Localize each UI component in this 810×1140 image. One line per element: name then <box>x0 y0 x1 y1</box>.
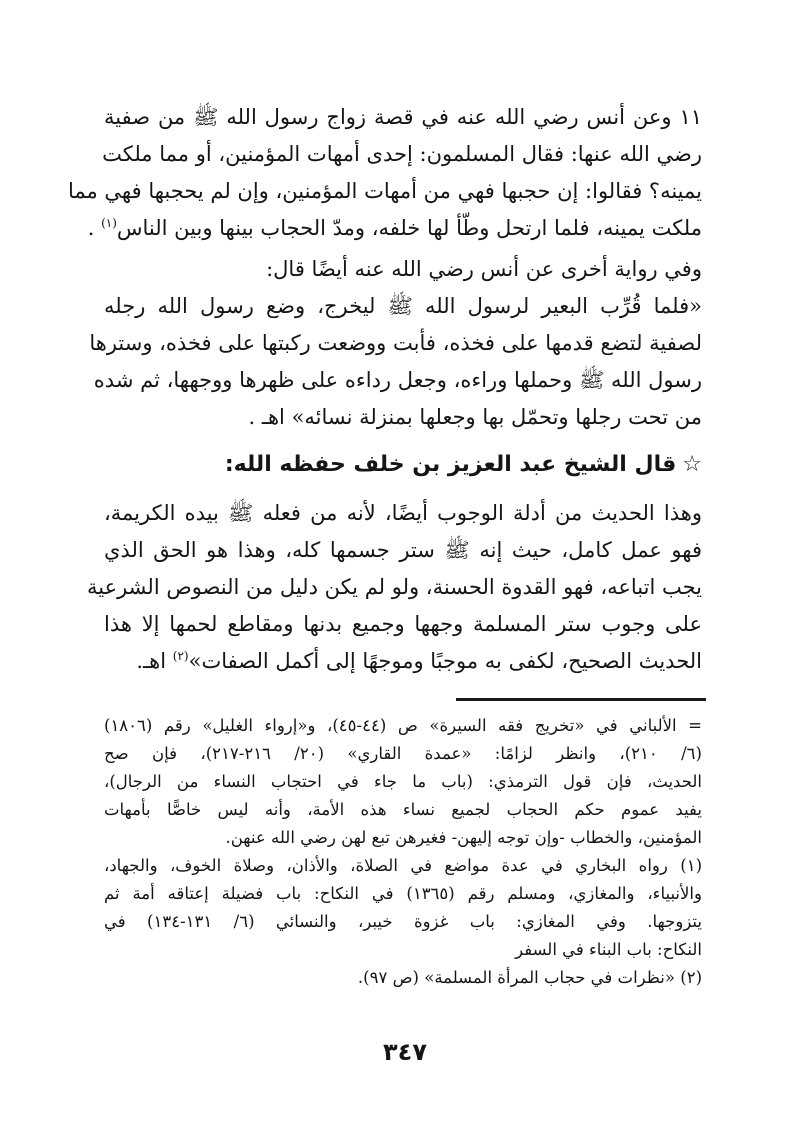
narration-intro: وفي رواية أخرى عن أنس رضي الله عنه أيضًا قال: <box>266 257 702 281</box>
section-heading <box>104 447 702 485</box>
commentary-line-3: يجب اتباعه، فهو القدوة الحسنة، ولو لم يكن دليل من النصوص الشرعية <box>86 575 702 599</box>
footnote-ref-1: (١) <box>101 216 117 230</box>
commentary-line-5 <box>104 644 702 680</box>
hadith-line-4-text: ملكت يمينه، فلما ارتحل وطّأ لها خلفه، ومدّ الحجاب بينها وبين الناس <box>116 216 702 240</box>
footnote-line-2: (٦/ ٢١٠)، وانظر لزامًا: «عمدة القاري» (٢٠/ ٢١٦-٢١٧)، فإن صح <box>104 744 702 763</box>
commentary-line-5-text: الحديث الصحيح، لكفى به موجبًا وموجهًا إلى أكمل الصفات» <box>188 649 702 673</box>
footnote-1-line-2: والأنبياء، والمغازي، ومسلم رقم (١٣٦٥) في النكاح: باب فضيلة إعتاقه أمة ثم <box>104 884 702 903</box>
footnote-1-line-3: يتزوجها. وفي المغازي: باب غزوة خيبر، والنسائي (٦/ ١٣١-١٣٤) في <box>104 912 702 931</box>
commentary-line-2: فهو عمل كامل، حيث إنه ﷺ ستر جسمها كله، وهذا هو الحق الذي <box>104 538 702 562</box>
commentary-line-1: وهذا الحديث من أدلة الوجوب أيضًا، لأنه من فعله ﷺ بيده الكريمة، <box>104 501 702 525</box>
hadith-line-1: ١١ وعن أنس رضي الله عنه في قصة زواج رسول الله ﷺ من صفية <box>104 105 702 129</box>
narration-line-4: من تحت رجلها وتحمّل بها وجعلها بمنزلة نسائه» اهـ . <box>248 405 702 429</box>
page-number: ٣٤٧ <box>383 1038 427 1066</box>
hadith-line-2: رضي الله عنها: فقال المسلمون: إحدى أمهات المؤمنين، أو مما ملكت <box>102 142 702 166</box>
hadith-line-3: يمينه؟ فقالوا: إن حجبها فهي من أمهات المؤمنين، وإن لم يحجبها فهي مما <box>67 179 702 203</box>
section-heading-text: قال الشيخ عبد العزيز بن خلف حفظه الله: <box>224 452 677 477</box>
star-icon: ☆ <box>682 452 702 477</box>
narration-line-3: رسول الله ﷺ وحملها وراءه، وجعل رداءه على ظهرها ووجهها، ثم شده <box>93 368 702 392</box>
footnote-1-line-1: (١) رواه البخاري في عدة مواضع في الصلاة، والأذان، وصلاة الخوف، والجهاد، <box>104 856 702 875</box>
narration-line-1: «فلما قُرِّب البعير لرسول الله ﷺ ليخرج، وضع رسول الله رجله <box>104 294 702 318</box>
footnote-line-3: الحديث، فإن قول الترمذي: (باب ما جاء في احتجاب النساء من الرجال)، <box>104 772 702 791</box>
hadith-line-4 <box>87 211 702 247</box>
commentary-line-4: على وجوب ستر المسلمة وجهها وجميع بدنها ومقاطع لحمها إلا هذا <box>104 612 702 636</box>
narration-line-2: لصفية لتضع قدمها على فخذه، فأبت ووضعت ركبتها على فخذه، وسترها <box>89 331 702 355</box>
hadith-line-4-tail: . <box>87 216 102 240</box>
footnote-separator <box>456 698 706 701</box>
footnote-ref-2: (٢) <box>172 649 189 663</box>
footnote-2-line-1: (٢) «نظرات في حجاب المرأة المسلمة» (ص ٩٧). <box>357 968 702 987</box>
footnote-1-line-4: النكاح: باب البناء في السفر <box>515 940 702 959</box>
footnote-line-4: يفيد عموم حكم الحجاب لجميع نساء هذه الأمة، وأنه ليس خاصًّا بأمهات <box>104 800 702 819</box>
footnote-line-5: المؤمنين، والخطاب -وإن توجه إليهن- فغيرهن تبع لهن رضي الله عنهن. <box>225 828 702 847</box>
footnote-line-1: = الألباني في «تخريج فقه السيرة» ص (٤٤-٤٥)، و«إرواء الغليل» رقم (١٨٠٦) <box>104 716 703 735</box>
commentary-line-5-tail: اهـ. <box>136 649 173 673</box>
